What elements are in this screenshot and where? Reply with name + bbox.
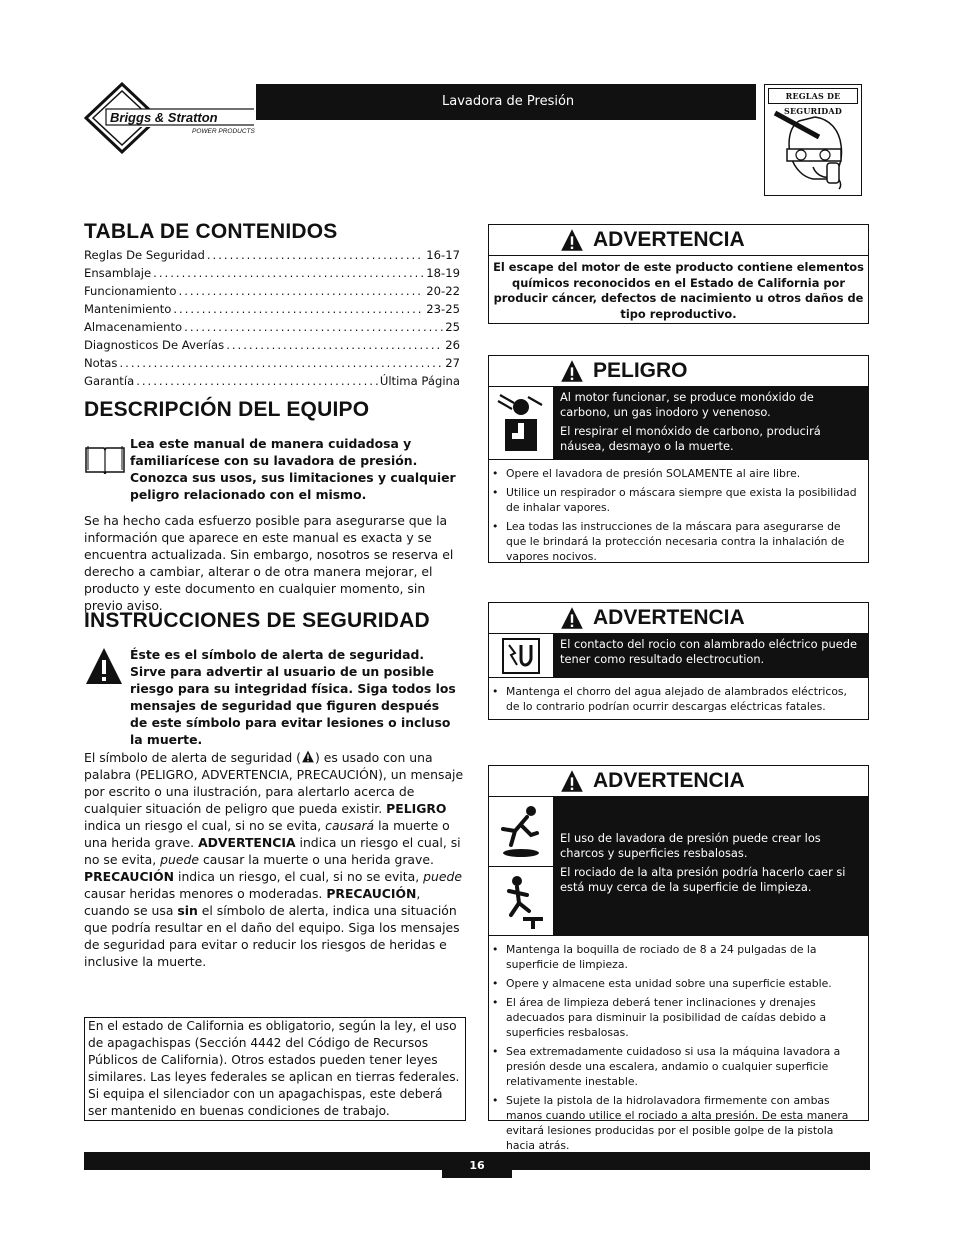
text-fragment: indica un riesgo el cual, si no se evita,: [84, 835, 461, 867]
toc-item-page: Última Página: [379, 374, 460, 388]
bullet-item: • Lea todas las instrucciones de la máscara para asegurarse de que le brindará la protección necesaria contra la inhalación de vapores nocivos.: [506, 519, 860, 564]
toc-item-page: 23-25: [426, 302, 460, 316]
danger-text: Al motor funcionar, se produce monóxido de carbono, un gas inodoro y venenoso.: [560, 390, 814, 419]
toc-item-label: Notas: [84, 356, 118, 370]
toc-item-page: 18-19: [426, 266, 460, 280]
bullet-item: • Mantenga el chorro del agua alejado de alambrados eléctricos, de lo contrario podrían ocurrir descargas eléctricas fatales.: [506, 684, 860, 714]
signal-word: ADVERTENCIA: [593, 769, 745, 792]
toc-item-label: Garantía: [84, 374, 135, 388]
danger-box-carbon-monoxide: [488, 355, 869, 563]
alert-triangle-icon: [559, 228, 585, 252]
text-fragment: ) es usado con una palabra (PELIGRO, ADVERTENCIA, PRECAUCIÓN), un mensaje por escrito o una ilustración, para alertarlo acerca de cualquier situación de peligro que pueda existir.: [84, 750, 464, 816]
toc-item-page: 16-17: [426, 248, 460, 262]
warning-box-slippery: [488, 765, 869, 1152]
hazard-icons: [489, 797, 554, 935]
brand-name: Briggs & Stratton: [110, 110, 218, 125]
warning-box-electrocution: [488, 602, 869, 720]
safety-badge-title: REGLAS DE SEGURIDAD: [768, 88, 858, 104]
fall-hazard-icon: [489, 867, 553, 936]
toc-item[interactable]: [84, 248, 460, 266]
signal-word: ADVERTENCIA: [593, 228, 745, 251]
bullet-item: • Mantenga la boquilla de rociado de 8 a 24 pulgadas de la superficie de limpieza.: [506, 942, 860, 972]
goggles-mask-icon: [769, 107, 857, 191]
toc-item[interactable]: [84, 356, 460, 374]
alert-triangle-icon: [559, 769, 585, 793]
toc-item-label: Almacenamiento: [84, 320, 183, 334]
toc-leader: [184, 320, 443, 334]
warning-text: El escape del motor de este producto contiene elementos químicos reconocidos en el Estado de California por producir cáncer, defectos de nacimiento u otros daños de tipo reproductivo.: [493, 260, 864, 321]
descripcion-bold: Lea este manual de manera cuidadosa y familiarícese con su lavadora de presión. Conozca sus usos, sus limitaciones y cualquier peligro relacionado con el mismo.: [130, 436, 456, 502]
toc-item[interactable]: [84, 338, 460, 356]
toc-item[interactable]: [84, 374, 460, 392]
instrucciones-heading: INSTRUCCIONES DE SEGURIDAD: [84, 609, 430, 632]
brand-sub: POWER PRODUCTS: [192, 128, 255, 135]
toc-leader: [153, 266, 424, 280]
book-icon: [84, 444, 126, 478]
toc-item[interactable]: [84, 284, 460, 302]
toc-leader: [226, 338, 443, 352]
warning-bullets: [489, 678, 868, 724]
signal-word: ADVERTENCIA: [593, 606, 745, 629]
toc-item-label: Funcionamiento: [84, 284, 177, 298]
toc-item-label: Reglas De Seguridad: [84, 248, 205, 262]
toc-item-label: Ensamblaje: [84, 266, 152, 280]
descripcion-heading: DESCRIPCIÓN DEL EQUIPO: [84, 398, 370, 421]
text-fragment: el símbolo de alerta, indica una situación que podría resultar en el daño del equipo. Siga los mensajes de seguridad para evitar o reducir los riesgos de heridas e inclusive la muerte.: [84, 903, 460, 969]
toc-item-label: Diagnosticos De Averías: [84, 338, 225, 352]
text-fragment: indica un riesgo el cual, si no se evita,: [84, 818, 322, 833]
page-number: 16: [442, 1152, 512, 1178]
toc-item[interactable]: [84, 320, 460, 338]
toc-item-label: Mantenimiento: [84, 302, 172, 316]
word-puede: puede: [423, 869, 462, 884]
bullet-item: • Opere el lavadora de presión SOLAMENTE al aire libre.: [506, 466, 860, 481]
toc-item-page: 25: [445, 320, 460, 334]
text-fragment: la muerte o una herida grave.: [84, 818, 450, 850]
toc-item[interactable]: [84, 302, 460, 320]
alert-triangle-icon: [559, 606, 585, 630]
california-notice: En el estado de California es obligatorio, según la ley, el uso de apagachispas (Sección 4442 del Código de Recursos Públicos de California). Otros estados pueden tener leyes similares. Las leyes federales se aplican en tierras federales. Si equipa el silenciador con un apagachispas, este deberá ser mantenido en buenas condiciones de trabajo.: [84, 1017, 466, 1121]
danger-description: [554, 387, 868, 459]
warning-text: El rociado de la alta presión podría hacerlo caer si está muy cerca de la superficie de limpieza.: [560, 865, 846, 894]
danger-bullets: [489, 460, 868, 574]
signal-word: PELIGRO: [593, 359, 688, 382]
toc-leader: [179, 284, 425, 298]
safety-badge: [764, 84, 862, 196]
toc-item-page: 26: [445, 338, 460, 352]
word-peligro: PELIGRO: [386, 801, 447, 816]
word-puede: puede: [160, 852, 199, 867]
bullet-item: • Sujete la pistola de la hidrolavadora firmemente con ambas manos cuando utilice el rociado a alta presión. De esta manera evitará lesiones producidas por el posible golpe de la pistola hacia atrás.: [506, 1093, 860, 1153]
word-precaucion: PRECAUCIÓN: [84, 869, 175, 884]
word-sin: sin: [177, 903, 198, 918]
slip-fall-icon: [489, 797, 553, 867]
bullet-item: • Utilice un respirador o máscara siempre que exista la posibilidad de inhalar vapores.: [506, 485, 860, 515]
brand-logo: [84, 82, 254, 154]
header-title: Lavadora de Presión: [256, 84, 756, 120]
warning-bullets: [489, 936, 868, 1163]
warning-description: [554, 797, 868, 935]
toc-leader: [173, 302, 424, 316]
electric-shock-icon: [489, 634, 554, 677]
toc-leader: [119, 356, 443, 370]
word-advertencia: ADVERTENCIA: [198, 835, 296, 850]
toc-item-page: 27: [445, 356, 460, 370]
warning-text: El contacto del rocio con alambrado eléctrico puede tener como resultado electrocution.: [554, 634, 868, 677]
toc-item-page: 20-22: [426, 284, 460, 298]
alert-triangle-icon: [84, 646, 124, 690]
toc-leader: [207, 248, 424, 262]
word-causara: causará: [325, 818, 375, 833]
alert-triangle-icon: [559, 359, 585, 383]
descripcion-body: Se ha hecho cada esfuerzo posible para asegurarse que la información que aparece en este manual es exacta y se encuentra actualizada. Sin embargo, nosotros se reserva el derecho a cambiar, alterar o de otra manera mejorar, el producto y este documento en cualquier momento, sin previo aviso.: [84, 513, 454, 613]
instrucciones-bold: Éste es el símbolo de alerta de seguridad. Sirve para advertir al usuario de un posible riesgo para su integridad física. Siga todos los mensajes de seguridad que figuren después de este símbolo para evitar lesiones o incluso la muerte.: [130, 647, 456, 747]
text-fragment: indica un riesgo, el cual, si no se evita,: [178, 869, 420, 884]
alert-triangle-icon: [301, 750, 315, 763]
bullet-item: • Sea extremadamente cuidadoso si usa la máquina lavadora a presión desde una escalera, andamio o cualquier superficie relativamente inestable.: [506, 1044, 860, 1089]
toc-heading: TABLA DE CONTENIDOS: [84, 220, 338, 243]
bullet-item: • El área de limpieza deberá tener inclinaciones y drenajes adecuados para disminuir la posibilidad de caídas debido a superficies resbalosas.: [506, 995, 860, 1040]
text-fragment: causar heridas menores o moderadas.: [84, 886, 323, 901]
text-fragment: causar la muerte o una herida grave.: [202, 852, 434, 867]
bullet-item: • Opere y almacene esta unidad sobre una superficie estable.: [506, 976, 860, 991]
text-fragment: El símbolo de alerta de seguridad (: [84, 750, 302, 765]
toc-leader: [136, 374, 378, 388]
toxic-fumes-icon: [489, 387, 554, 459]
word-precaucion: PRECAUCIÓN: [326, 886, 417, 901]
danger-text: El respirar el monóxido de carbono, producirá náusea, desmayo o la muerte.: [560, 424, 821, 453]
instrucciones-body: [84, 749, 466, 970]
warning-box-exhaust: [488, 224, 869, 324]
warning-text: El uso de lavadora de presión puede crear los charcos y superficies resbalosas.: [560, 831, 821, 860]
text-fragment: , cuando se usa: [84, 886, 421, 918]
toc-item[interactable]: [84, 266, 460, 284]
